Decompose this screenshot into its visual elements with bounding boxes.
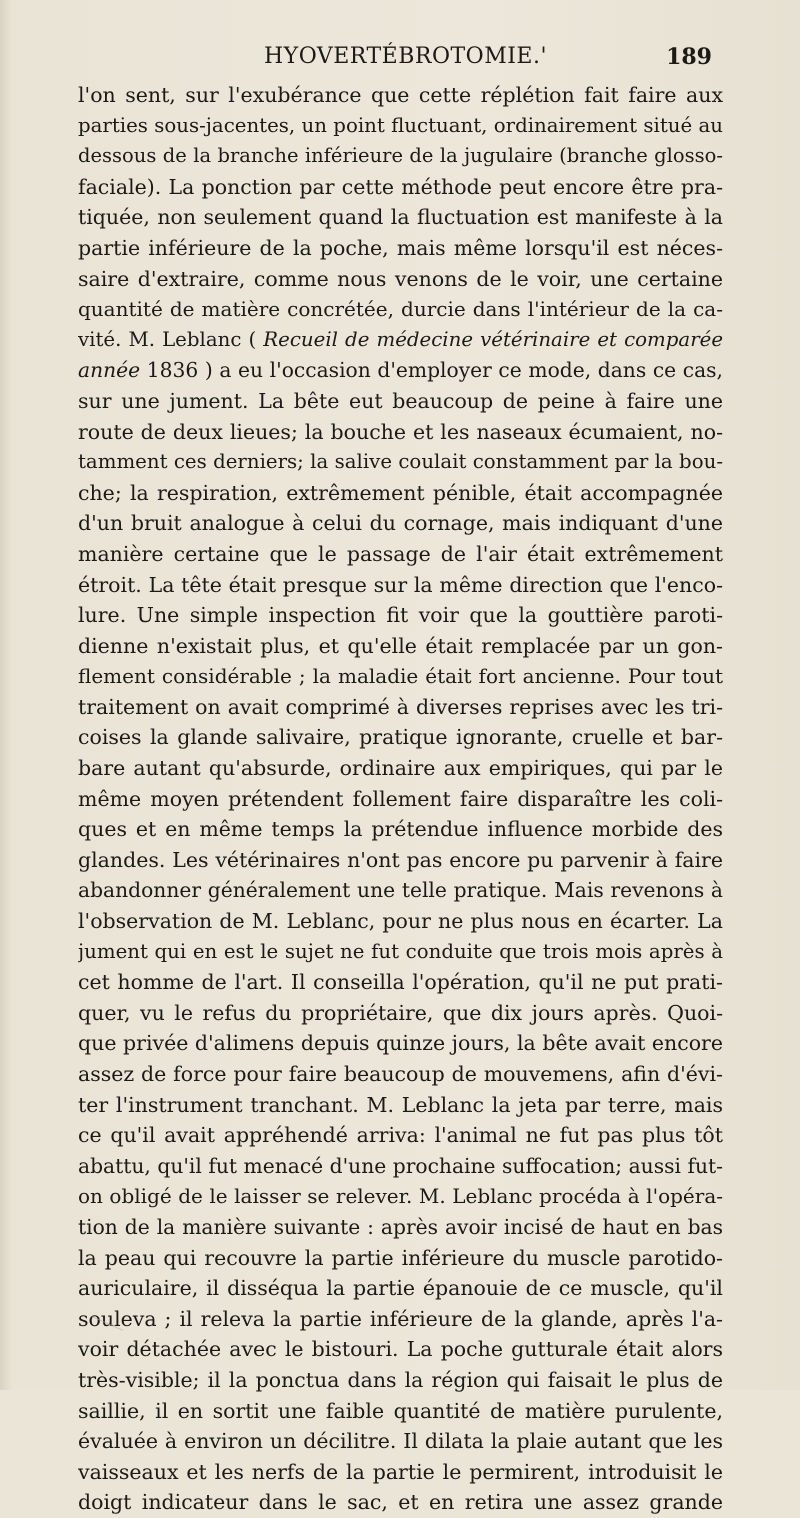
text-line: ques et en même temps la prétendue influence morbide des bbox=[78, 817, 723, 842]
text-line: abandonner généralement une telle pratique. Mais revenons à bbox=[78, 878, 723, 903]
running-title: HYOVERTÉBROTOMIE.' bbox=[264, 44, 548, 69]
text-line: lure. Une simple inspection fit voir que la gouttière paroti- bbox=[78, 603, 723, 628]
text-line: très-visible; il la ponctua dans la région qui faisait le plus de bbox=[78, 1367, 723, 1392]
text-line: dessous de la branche inférieure de la jugulaire (branche glosso- bbox=[78, 144, 723, 168]
text-line: bare autant qu'absurde, ordinaire aux empiriques, qui par le bbox=[78, 756, 723, 781]
text-line: souleva ; il releva la partie inférieure de la glande, après l'a- bbox=[78, 1306, 723, 1331]
text-line: quantité de matière concrétée, durcie dans l'intérieur de la ca- bbox=[78, 297, 723, 322]
text-line: coises la glande salivaire, pratique ignorante, cruelle et bar- bbox=[78, 725, 723, 750]
text-line: faciale). La ponction par cette méthode peut encore être pra- bbox=[78, 174, 723, 199]
text-line: vaisseaux et les nerfs de la partie le permirent, introduisit le bbox=[78, 1459, 723, 1484]
text-line: manière certaine que le passage de l'air était extrêmement bbox=[78, 541, 723, 566]
journal-year-word: année bbox=[78, 358, 141, 383]
text-line: doigt indicateur dans le sac, et en retira une assez grande bbox=[78, 1490, 723, 1515]
text-line: dienne n'existait plus, et qu'elle était remplacée par un gon- bbox=[78, 633, 723, 658]
text-line: route de deux lieues; la bouche et les naseaux écumaient, no- bbox=[78, 419, 723, 444]
text-line: sur une jument. La bête eut beaucoup de peine à faire une bbox=[78, 388, 723, 413]
text-line: la peau qui recouvre la partie inférieure du muscle parotido- bbox=[78, 1245, 723, 1270]
text-line: tion de la manière suivante : après avoir incisé de haut en bas bbox=[78, 1214, 723, 1239]
text-line: tamment ces derniers; la salive coulait constamment par la bou- bbox=[78, 450, 723, 474]
text-line: année 1836 ) a eu l'occasion d'employer ce mode, dans ce cas, bbox=[78, 358, 723, 383]
text-line: saillie, il en sortit une faible quantité de matière purulente, bbox=[78, 1398, 723, 1423]
text-line: abattu, qu'il fut menacé d'une prochaine suffocation; aussi fut- bbox=[78, 1153, 723, 1178]
text-line: cet homme de l'art. Il conseilla l'opération, qu'il ne put prati- bbox=[78, 970, 723, 995]
text-line: étroit. La tête était presque sur la même direction que l'enco- bbox=[78, 572, 723, 597]
text-line: on obligé de le laisser se relever. M. Leblanc procéda à l'opéra- bbox=[78, 1184, 723, 1209]
text-line: saire d'extraire, comme nous venons de le voir, une certaine bbox=[78, 266, 723, 291]
page-number: 189 bbox=[666, 44, 712, 70]
journal-title: Recueil de médecine vétérinaire et comparée bbox=[263, 327, 723, 351]
text-line: vité. M. Leblanc ( Recueil de médecine vétérinaire et comparée bbox=[78, 327, 723, 351]
text-line: auriculaire, il disséqua la partie épanouie de ce muscle, qu'il bbox=[78, 1276, 723, 1301]
text-line: même moyen prétendent follement faire disparaître les coli- bbox=[78, 786, 723, 811]
body-text bbox=[78, 80, 723, 1518]
text-line: l'on sent, sur l'exubérance que cette réplétion fait faire aux bbox=[78, 83, 723, 107]
text-line: glandes. Les vétérinaires n'ont pas encore pu parvenir à faire bbox=[78, 847, 723, 872]
text-line: l'observation de M. Leblanc, pour ne plus nous en écarter. La bbox=[78, 909, 723, 934]
text-line: d'un bruit analogue à celui du cornage, mais indiquant d'une bbox=[78, 511, 723, 536]
text-line: parties sous-jacentes, un point fluctuant, ordinairement situé au bbox=[78, 113, 723, 137]
text-line: traitement on avait comprimé à diverses reprises avec les tri- bbox=[78, 694, 723, 719]
text-line: che; la respiration, extrêmement pénible, était accompagnée bbox=[78, 480, 723, 505]
text-line: que privée d'alimens depuis quinze jours, la bête avait encore bbox=[78, 1031, 723, 1056]
page-header bbox=[78, 44, 718, 78]
text-line: flement considérable ; la maladie était fort ancienne. Pour tout bbox=[78, 664, 723, 689]
text-line: ter l'instrument tranchant. M. Leblanc la jeta par terre, mais bbox=[78, 1092, 723, 1117]
text-line: ce qu'il avait appréhendé arriva: l'animal ne fut pas plus tôt bbox=[78, 1123, 723, 1148]
text-line: jument qui en est le sujet ne fut conduite que trois mois après à bbox=[78, 939, 723, 963]
text-line: voir détachée avec le bistouri. La poche gutturale était alors bbox=[78, 1337, 723, 1362]
text-line: partie inférieure de la poche, mais même lorsqu'il est néces- bbox=[78, 235, 723, 260]
text-line: évaluée à environ un décilitre. Il dilata la plaie autant que les bbox=[78, 1429, 723, 1454]
text-line: tiquée, non seulement quand la fluctuation est manifeste à la bbox=[78, 205, 723, 230]
text-line: assez de force pour faire beaucoup de mouvemens, afin d'évi- bbox=[78, 1062, 723, 1086]
text-line: quer, vu le refus du propriétaire, que dix jours après. Quoi- bbox=[78, 1000, 723, 1025]
